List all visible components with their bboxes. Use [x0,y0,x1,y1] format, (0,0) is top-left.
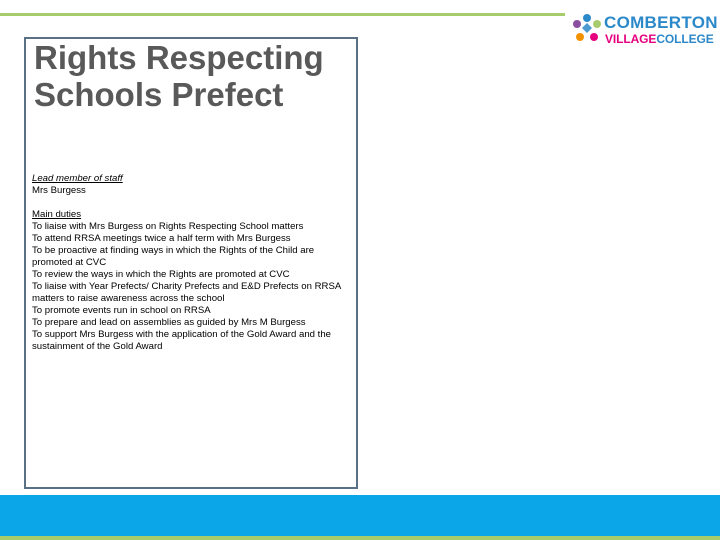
school-logo [571,10,716,48]
duty-item: To be proactive at finding ways in which the Rights of the Child are promoted at CVC [32,245,315,268]
lead-staff-name: Mrs Burgess [32,185,86,196]
logo-text-comberton: COMBERTON [604,13,718,32]
duty-item: To attend RRSA meetings twice a half term with Mrs Burgess [32,233,291,244]
main-duties-heading: Main duties [32,209,82,220]
logo-text-village: VILLAGE [605,32,657,46]
bottom-green-strip [0,536,720,540]
duty-item: To liaise with Year Prefects/ Charity Prefects and E&D Prefects on RRSA matters to raise awareness across the school [32,281,341,304]
duty-item: To prepare and lead on assemblies as guided by Mrs M Burgess [32,317,306,328]
bottom-blue-bar [0,495,720,536]
main-duties-section [32,209,354,353]
lead-staff-section [32,173,354,197]
slide-title: Rights Respecting Schools Prefect [34,39,324,113]
duty-item: To promote events run in school on RRSA [32,305,211,316]
logo-text-college: COLLEGE [656,32,714,46]
top-accent-line [0,13,565,16]
content-panel [24,37,358,489]
duty-item: To review the ways in which the Rights are promoted at CVC [32,269,290,280]
people-circle-logo-icon [571,12,603,44]
duty-item: To liaise with Mrs Burgess on Rights Respecting School matters [32,221,304,232]
lead-staff-heading: Lead member of staff [32,173,123,184]
duty-item: To support Mrs Burgess with the application of the Gold Award and the sustainment of the Gold Award [32,329,331,352]
logo-text-village-college [605,32,714,46]
